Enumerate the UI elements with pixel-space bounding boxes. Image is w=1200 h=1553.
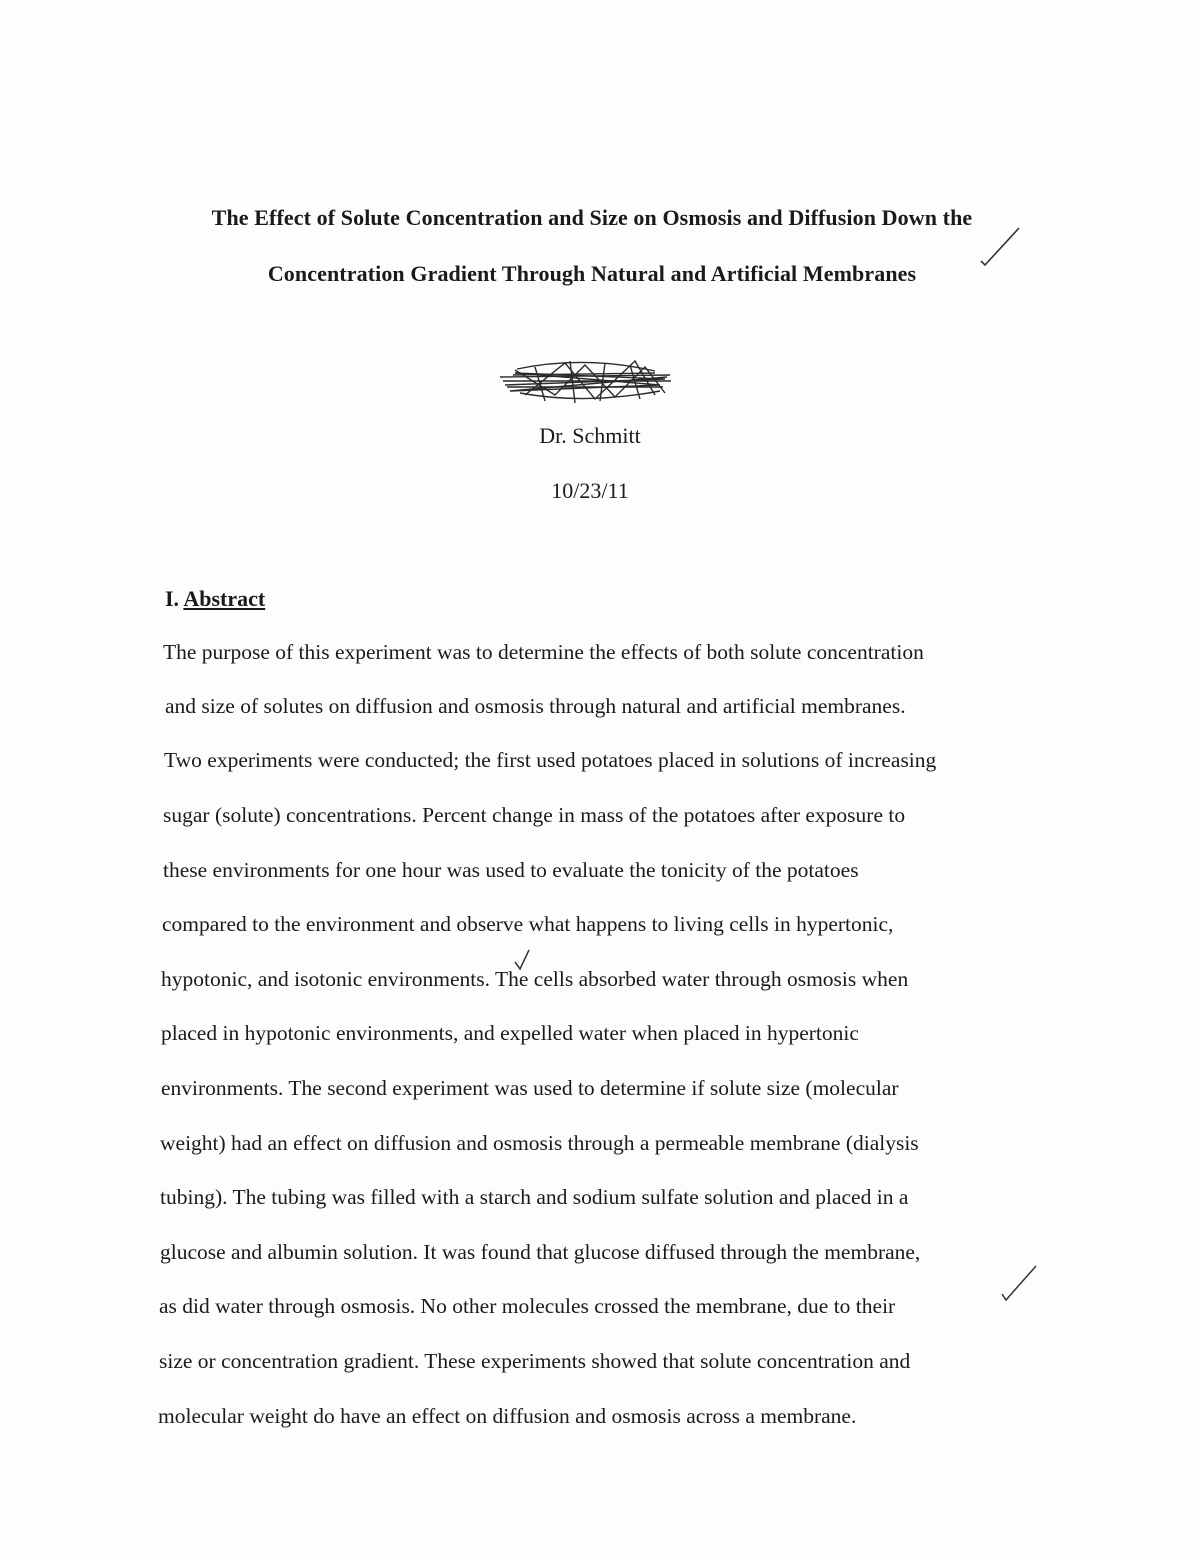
- handwritten-check-mark-icon: [975, 225, 1025, 270]
- section-number: I.: [165, 586, 180, 611]
- abstract-line: and size of solutes on diffusion and osmosis through natural and artificial membranes.: [165, 694, 906, 718]
- abstract-line: The purpose of this experiment was to determine the effects of both solute concentration: [163, 640, 924, 664]
- handwritten-check-mark-icon: [998, 1262, 1042, 1306]
- section-heading-abstract: [165, 586, 265, 612]
- abstract-line: these environments for one hour was used to evaluate the tonicity of the potatoes: [163, 858, 859, 882]
- abstract-line: placed in hypotonic environments, and expelled water when placed in hypertonic: [161, 1021, 859, 1045]
- abstract-line: size or concentration gradient. These experiments showed that solute concentration and: [159, 1349, 911, 1373]
- section-title: Abstract: [183, 586, 266, 611]
- redacted-name-scribble: [495, 355, 675, 410]
- report-date: 10/23/11: [551, 478, 629, 503]
- abstract-line: hypotonic, and isotonic environments. The cells absorbed water through osmosis when: [161, 967, 909, 991]
- abstract-line: glucose and albumin solution. It was found that glucose diffused through the membrane,: [160, 1240, 921, 1264]
- title-line-1: The Effect of Solute Concentration and Size on Osmosis and Diffusion Down the: [211, 205, 973, 230]
- instructor-name: Dr. Schmitt: [539, 423, 641, 448]
- abstract-line: molecular weight do have an effect on diffusion and osmosis across a membrane.: [158, 1404, 857, 1428]
- abstract-line: weight) had an effect on diffusion and osmosis through a permeable membrane (dialysis: [160, 1131, 919, 1155]
- abstract-line: tubing). The tubing was filled with a starch and sodium sulfate solution and placed in a: [160, 1185, 909, 1209]
- title-line-2: Concentration Gradient Through Natural and Artificial Membranes: [267, 261, 917, 286]
- abstract-line: compared to the environment and observe what happens to living cells in hypertonic,: [162, 912, 894, 936]
- abstract-line: as did water through osmosis. No other molecules crossed the membrane, due to their: [159, 1294, 896, 1318]
- abstract-line: sugar (solute) concentrations. Percent change in mass of the potatoes after exposure to: [163, 803, 906, 827]
- handwritten-check-mark-icon: [512, 948, 532, 972]
- abstract-line: environments. The second experiment was used to determine if solute size (molecular: [161, 1076, 899, 1100]
- abstract-line: Two experiments were conducted; the first used potatoes placed in solutions of increasing: [164, 748, 937, 772]
